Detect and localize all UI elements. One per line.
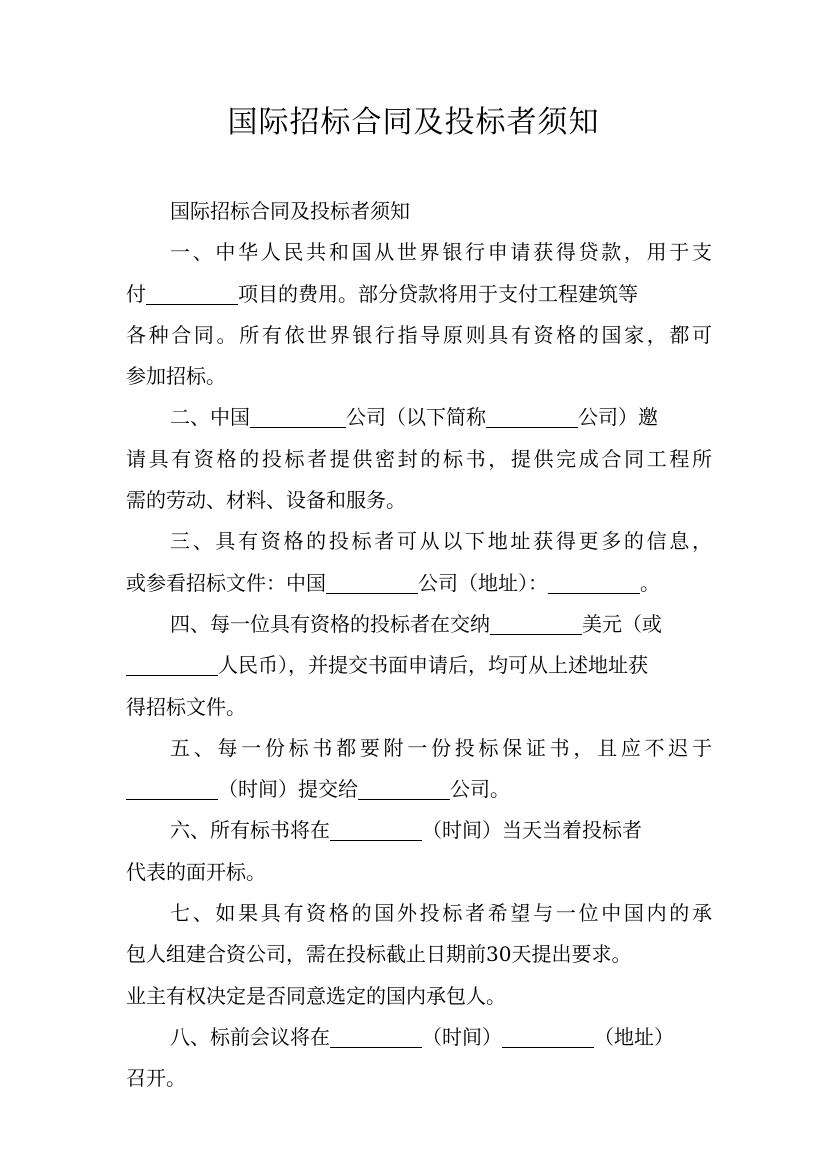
blank-field bbox=[358, 777, 450, 800]
paragraph-2-line-2: 请具有资格的投标者提供密封的标书，提供完成合同工程所 bbox=[126, 446, 712, 471]
paragraph-4-line-2: 人民币），并提交书面申请后，均可从上述地址获 bbox=[126, 645, 712, 686]
document-title: 国际招标合同及投标者须知 bbox=[227, 105, 600, 140]
paragraph-2-line-1: 二、中国 公司（以下简称 公司）邀 bbox=[170, 405, 658, 430]
blank-field bbox=[486, 405, 578, 428]
paragraph-1-line-2: 付 项目的费用。部分贷款将用于支付工程建筑等 bbox=[126, 281, 638, 306]
paragraph-8-line-2: 召开。 bbox=[126, 1066, 186, 1091]
body-heading: 国际招标合同及投标者须知 bbox=[170, 199, 410, 223]
paragraph-4-line-1: 四、每一位具有资格的投标者在交纳 美元（或 bbox=[170, 611, 662, 636]
blank-field bbox=[330, 1025, 422, 1048]
paragraph-1-line-4: 参加招标。 bbox=[126, 364, 226, 389]
blank-field bbox=[126, 777, 218, 800]
paragraph-1-line-1: 一、中华人民共和国从世界银行申请获得贷款，用于支 bbox=[170, 240, 712, 265]
paragraph-5-line-2: （时间）提交给 公司。 bbox=[126, 769, 712, 810]
paragraph-3-line-1: 三、具有资格的投标者可从以下地址获得更多的信息， bbox=[170, 529, 712, 554]
paragraph-7-line-3: 业主有权决定是否同意选定的国内承包人。 bbox=[126, 983, 506, 1008]
paragraph-3-line-2: 或参看招标文件：中国 公司（地址）： 。 bbox=[126, 570, 660, 595]
blank-field bbox=[330, 818, 422, 841]
paragraph-2-line-3: 需的劳动、材料、设备和服务。 bbox=[126, 488, 406, 513]
paragraph-6-line-2: 代表的面开标。 bbox=[126, 859, 266, 884]
paragraph-4-line-3: 得招标文件。 bbox=[126, 694, 246, 719]
paragraph-1-line-3: 各种合同。所有依世界银行指导原则具有资格的国家，都可 bbox=[126, 322, 712, 347]
blank-field bbox=[548, 571, 640, 594]
blank-field bbox=[326, 571, 418, 594]
paragraph-6-line-1: 六、所有标书将在 （时间）当天当着投标者 bbox=[170, 818, 642, 843]
paragraph-8-line-1: 八、标前会议将在 （时间） （地址） bbox=[170, 1024, 674, 1049]
blank-field bbox=[250, 405, 346, 428]
paragraph-5-line-1: 五、每一份标书都要附一份投标保证书，且应不迟于 bbox=[170, 735, 712, 760]
blank-field bbox=[490, 612, 582, 635]
blank-field bbox=[502, 1025, 594, 1048]
paragraph-7-line-1: 七、如果具有资格的国外投标者希望与一位中国内的承 bbox=[170, 901, 712, 926]
blank-field bbox=[146, 282, 238, 305]
paragraph-7-line-2: 包人组建合资公司，需在投标截止日期前30天提出要求。 bbox=[126, 942, 632, 967]
blank-field bbox=[126, 653, 218, 676]
document-body bbox=[126, 191, 712, 1100]
